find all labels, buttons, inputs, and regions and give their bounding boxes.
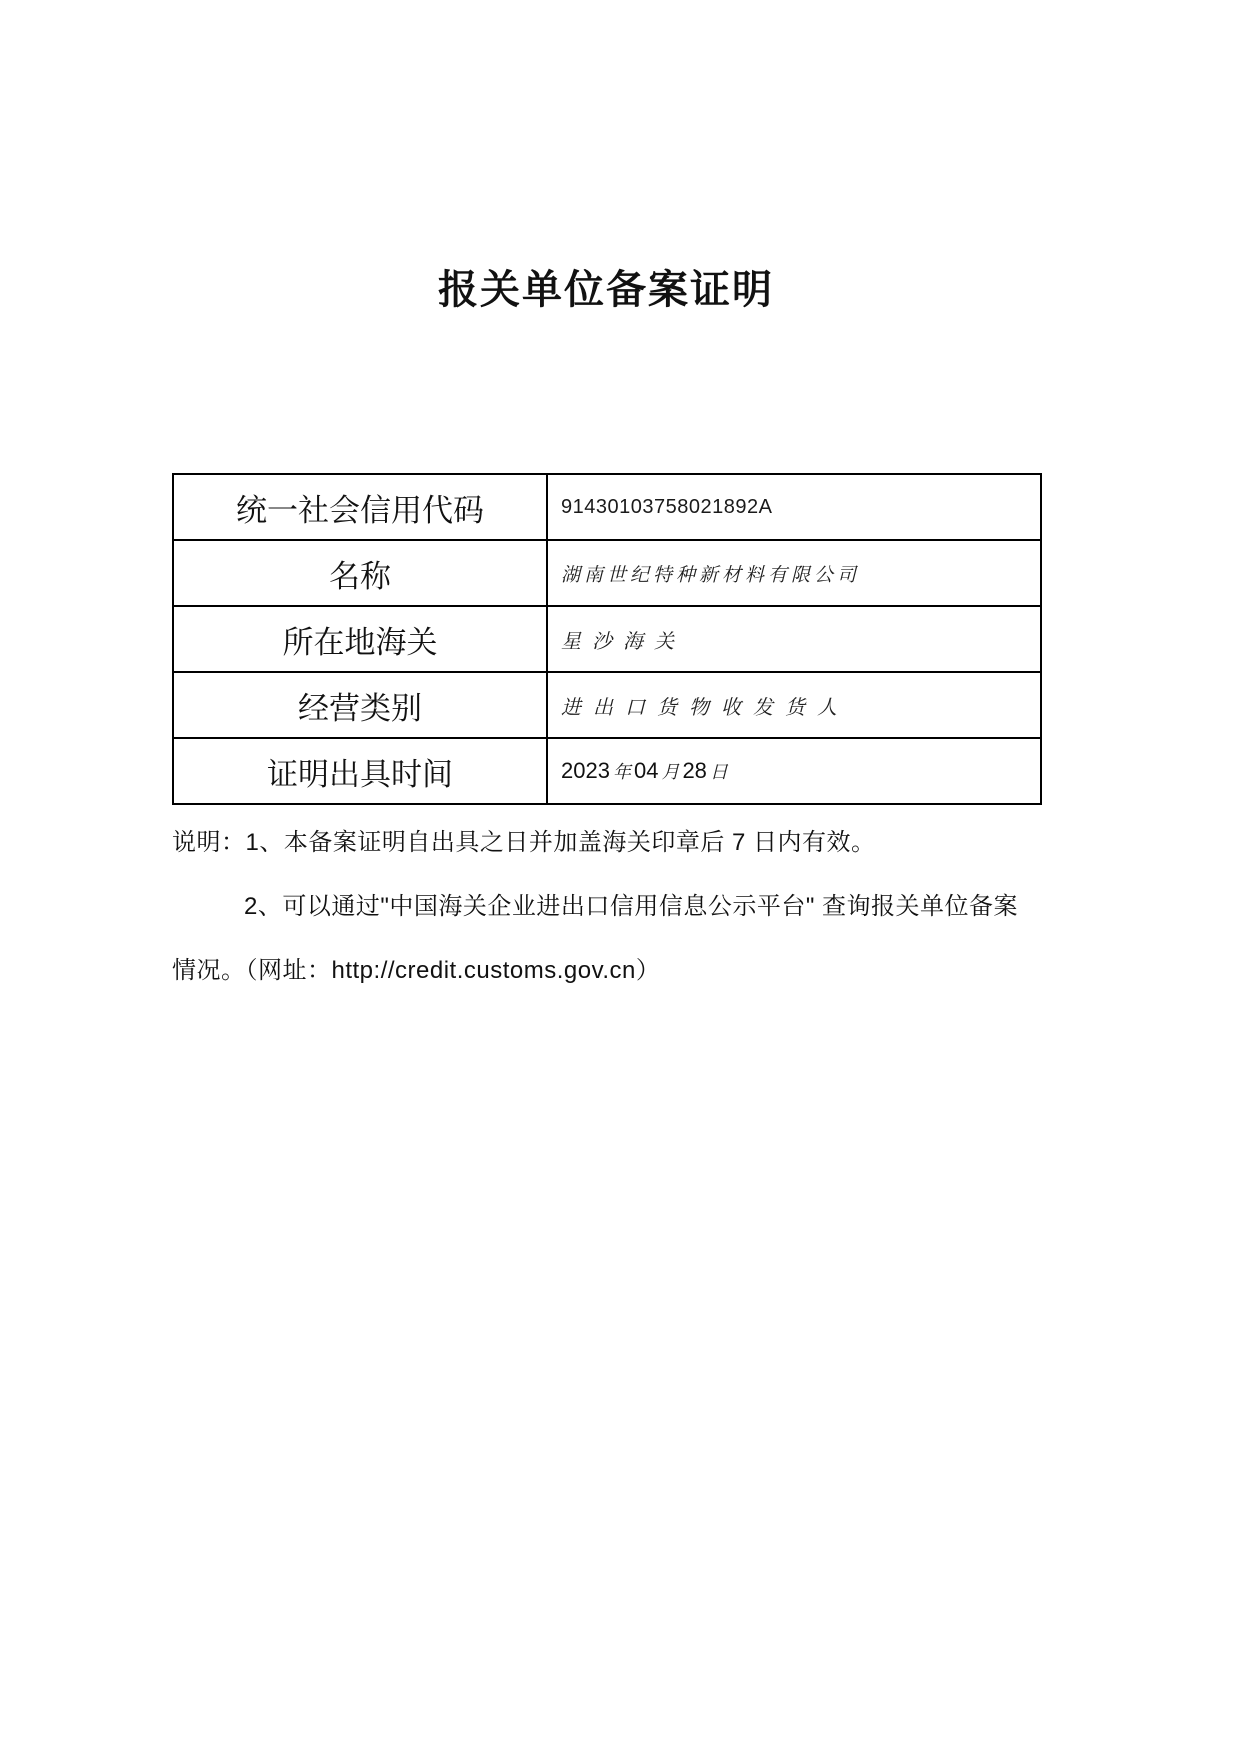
label-customs-location: 所在地海关 bbox=[173, 606, 547, 672]
issue-date-day: 28 bbox=[682, 758, 707, 783]
note-validity: 说明：1、本备案证明自出具之日并加盖海关印章后 7 日内有效。 bbox=[172, 829, 876, 856]
note-query-url: 情况。（网址：http://credit.customs.gov.cn） bbox=[172, 957, 661, 984]
issue-date-year-unit: 年 bbox=[612, 762, 631, 782]
value-company-name: 湖南世纪特种新材料有限公司 bbox=[561, 564, 861, 586]
label-business-category: 经营类别 bbox=[173, 672, 547, 738]
label-unified-social-credit-code: 统一社会信用代码 bbox=[173, 474, 547, 540]
table-row-business-category bbox=[173, 672, 1041, 738]
value-business-category: 进出口货物收发货人 bbox=[561, 696, 849, 719]
issue-date-month: 04 bbox=[633, 758, 659, 783]
table-row-customs-location bbox=[173, 606, 1041, 672]
table-row-company-name bbox=[173, 540, 1041, 606]
issue-date-month-unit: 月 bbox=[661, 762, 680, 782]
document-title: 报关单位备案证明 bbox=[438, 268, 774, 312]
value-customs-location: 星沙海关 bbox=[561, 630, 685, 653]
issue-date-year: 2023 bbox=[561, 758, 610, 783]
table-row-issue-date bbox=[173, 738, 1041, 804]
value-issue-date bbox=[547, 738, 1041, 804]
issue-date-day-unit: 日 bbox=[709, 762, 728, 782]
value-unified-social-credit-code: 91430103758021892A bbox=[561, 495, 773, 518]
note-query-platform: 2、可以通过"中国海关企业进出口信用信息公示平台" 查询报关单位备案 bbox=[244, 893, 1019, 920]
certificate-table bbox=[172, 473, 1042, 805]
label-issue-date: 证明出具时间 bbox=[173, 738, 547, 804]
table-row-credit-code bbox=[173, 474, 1041, 540]
label-company-name: 名称 bbox=[173, 540, 547, 606]
